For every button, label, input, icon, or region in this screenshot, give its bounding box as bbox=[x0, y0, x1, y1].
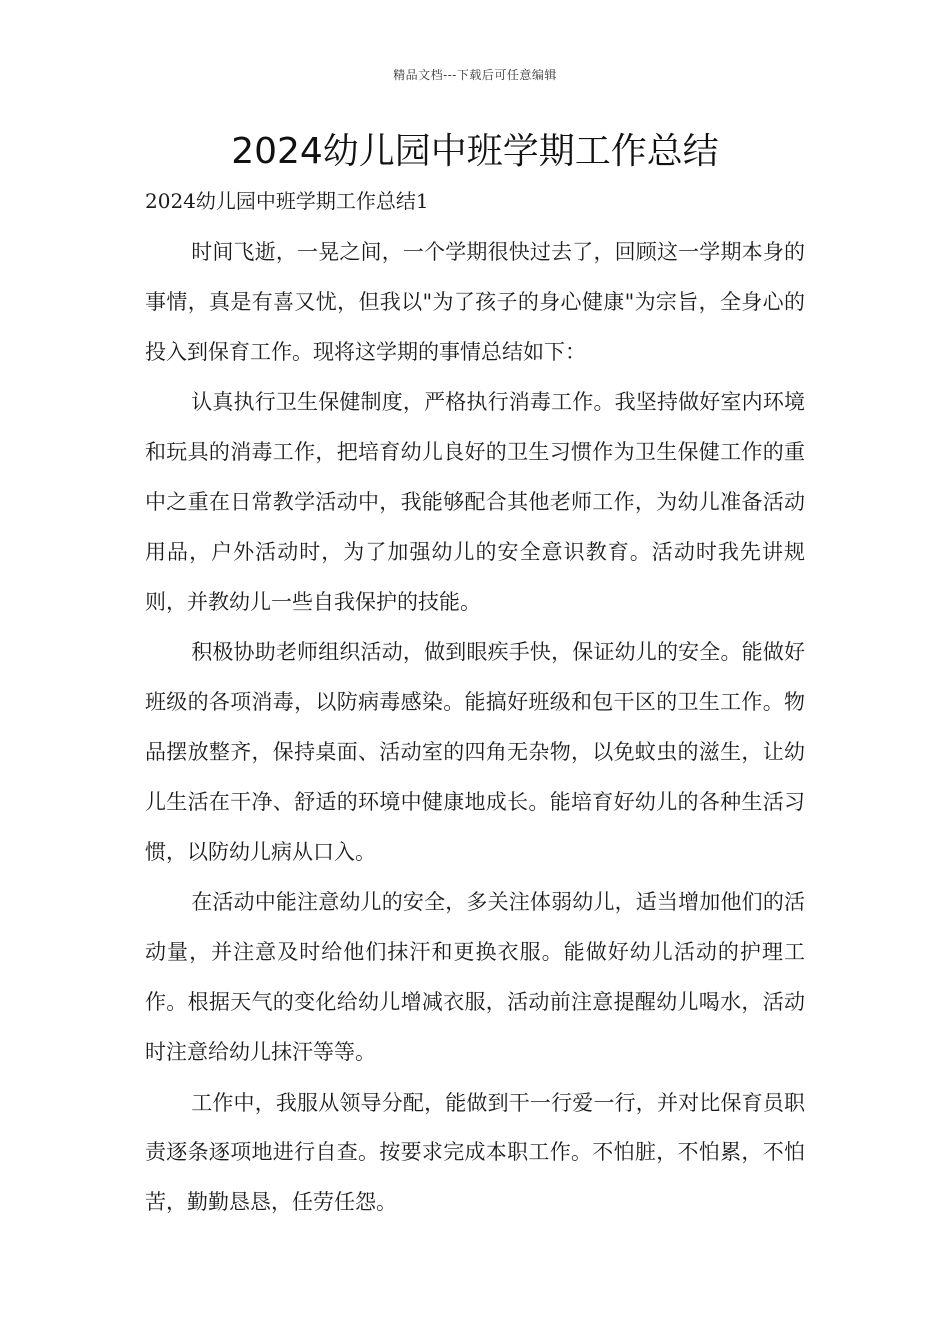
paragraph: 工作中，我服从领导分配，能做到干一行爱一行，并对比保育员职责逐条逐项地进行自查。按要求完成本职工作。不怕脏，不怕累，不怕苦，勤勤恳恳，任劳任怨。 bbox=[145, 1090, 805, 1215]
paragraph: 认真执行卫生保健制度，严格执行消毒工作。我坚持做好室内环境和玩具的消毒工作，把培育幼儿良好的卫生习惯作为卫生保健工作的重中之重在日常教学活动中，我能够配合其他老师工作，为幼儿准备活动用品，户外活动时，为了加强幼儿的安全意识教育。活动时我先讲规则，并教幼儿一些自我保护的技能。 bbox=[145, 390, 805, 614]
document-subtitle: 2024幼儿园中班学期工作总结1 bbox=[145, 189, 429, 213]
header-note: 精品文档---下载后可任意编辑 bbox=[393, 68, 557, 82]
paragraph: 积极协助老师组织活动，做到眼疾手快，保证幼儿的安全。能做好班级的各项消毒，以防病毒感染。能搞好班级和包干区的卫生工作。物品摆放整齐，保持桌面、活动室的四角无杂物，以免蚊虫的滋生，让幼儿生活在干净、舒适的环境中健康地成长。能培育好幼儿的各种生活习惯，以防幼儿病从口入。 bbox=[145, 640, 805, 864]
document-body bbox=[145, 228, 805, 1229]
document-title: 2024幼儿园中班学期工作总结 bbox=[231, 131, 719, 172]
paragraph: 时间飞逝，一晃之间，一个学期很快过去了，回顾这一学期本身的事情，真是有喜又忧，但我以"为了孩子的身心健康"为宗旨，全身心的投入到保育工作。现将这学期的事情总结如下： bbox=[145, 240, 805, 364]
paragraph: 在活动中能注意幼儿的安全，多关注体弱幼儿，适当增加他们的活动量，并注意及时给他们抹汗和更换衣服。能做好幼儿活动的护理工作。根据天气的变化给幼儿增减衣服，活动前注意提醒幼儿喝水，活动时注意给幼儿抹汗等等。 bbox=[145, 890, 805, 1064]
